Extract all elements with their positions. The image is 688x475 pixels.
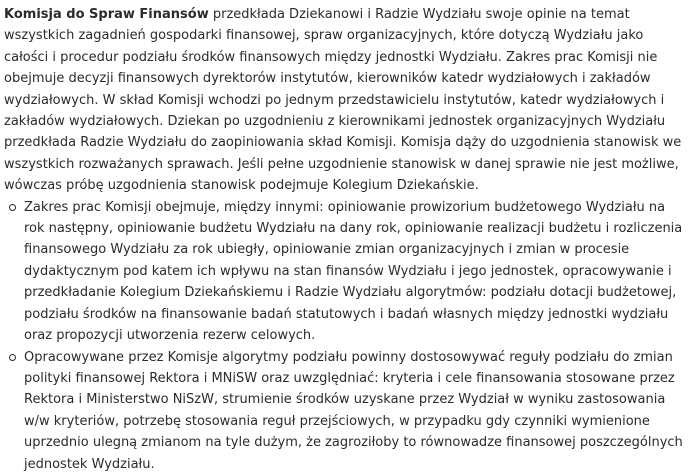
list-item-text: Opracowywane przez Komisje algorytmy podziału powinny dostosowywać reguły podziału do zmian polityki finansowej Rektora i MNiSW oraz uwzględniać: kryteria i cele finansowania stosowane przez Rektora i Ministerstwo NiSzW, strumienie środków uzyskane przez Wydział w wyniku zastosowania w/w kryteriów, potrzebę stosowania reguł przejściowych, w przypadku gdy czynniki wymienione uprzednio ulegną zmianom na tyle dużym, że zagroziłoby to równowadze finansowej poszczególnych jednostek Wydziału. <box>24 349 683 472</box>
hollow-circle-bullet-icon <box>9 354 16 361</box>
list-item <box>4 197 684 347</box>
hollow-circle-bullet-icon <box>9 204 16 211</box>
list-item-text: Zakres prac Komisji obejmuje, między innymi: opiniowanie prowizorium budżetowego Wydziału na rok następny, opiniowanie budżetu Wydziału na dany rok, opiniowanie realizacji budżetu i rozliczenia finansowego Wydziału za rok ubiegły, opiniowanie zmian organizacyjnych i zmian w procesie dydaktycznym pod katem ich wpływu na stan finansów Wydziału i jego jednostek, opracowywanie i przedkładanie Kolegium Dziekańskiemu i Radzie Wydziału algorytmów: podziału dotacji budżetowej, podziału środków na finansowanie badań statutowych i badań własnych między jednostki wydziału oraz propozycji utworzenia rezerw celowych. <box>24 199 683 344</box>
list-item <box>4 347 684 475</box>
committee-name: Komisja do Spraw Finansów <box>4 7 209 22</box>
intro-paragraph <box>4 4 684 197</box>
points-list <box>4 197 684 475</box>
intro-text: przedkłada Dziekanowi i Radzie Wydziału swoje opinie na temat wszystkich zagadnień gospodarki finansowej, spraw organizacyjnych, które dotyczą Wydziału jako całości i procedur podziału środków finansowych między jednostki Wydziału. Zakres prac Komisji nie obejmuje decyzji finansowych dyrektorów instytutów, kierowników katedr wydziałowych i zakładów wydziałowych. W skład Komisji wchodzi po jednym przedstawicielu instytutów, katedr wydziałowych i zakładów wydziałowych. Dziekan po uzgodnieniu z kierownikami jednostek organizacyjnych Wydziału przedkłada Radzie Wydziału do zaopiniowania skład Komisji. Komisja dąży do uzgodnienia stanowisk we wszystkich rozważanych sprawach. Jeśli pełne uzgodnienie stanowisk w danej sprawie nie jest możliwe, wówczas próbę uzgodnienia stanowisk podejmuje Kolegium Dziekańskie. <box>4 7 682 194</box>
